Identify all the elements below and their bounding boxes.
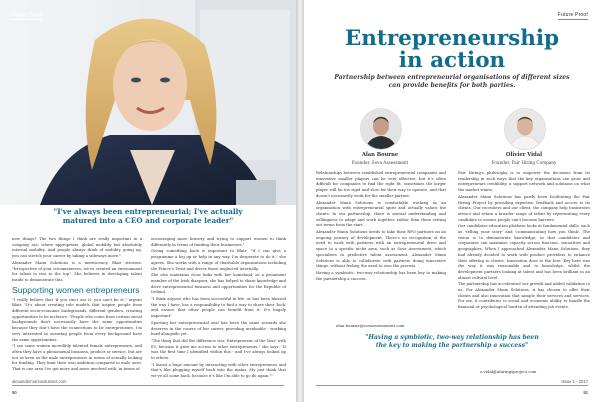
paragraph: "I see some women incredibly talented female entrepreneurs, and often they have a phenomenal business, product or service, but are not as keen as the male entrepreneurs in terms of actually looking for funding. They limit their own ambition compared to male ones. That is one area I've got more and more involved with, in terms of bbox=[12, 343, 143, 372]
olivier-vidal-portrait bbox=[505, 109, 545, 149]
issue-label: Issue 1 - 2017 bbox=[561, 379, 588, 384]
paragraph: encouraging more bravery and trying to support women to think differently in terms of funding their businesses." bbox=[151, 236, 286, 247]
title-line-2: in action bbox=[398, 48, 506, 73]
person-role: Founder, Sova Assessment bbox=[351, 160, 409, 165]
footer-url: alexandermannsolutions.com bbox=[12, 379, 67, 384]
email-link[interactable]: o.vidal@ahiringsproject.com bbox=[480, 369, 537, 374]
paragraph: "I really believe that 'if you can't see it, you can't be it'," argues Blair. "It's about creating role models that inspire people from different socio-economic backgrounds, different genders, creating opportunities to be inclusive. "People who come from certain social backgrounds don't necessarily have the same opportunities because they don't have the connections to be entrepreneurs. I'm very interested in ensuring people from every background have the same opportunities. bbox=[12, 296, 142, 342]
standfirst: Partnership between entrepreneurial organisations of different sizes can provide benefits for both parties. bbox=[334, 74, 570, 89]
paragraph: She also maintains close links with her homeland; as a prominent member of the Irish diaspora, she has helped to share knowledge and drive entrepreneurial business and opportunities for the Republic of Ireland. bbox=[151, 272, 286, 295]
header-rule bbox=[12, 19, 42, 20]
paragraph: "I think anyone who has been successful in life, or has been blessed the way I have, has a responsibility to find a way to share their 'luck' and ensure that other people can benefit from it. It's hugely important" bbox=[151, 296, 286, 319]
section-heading: Supporting women entrepreneurs bbox=[12, 284, 140, 295]
paragraph: "The thing that did the difference was 'Entrepreneur of the Year' with EY, because it gave me access to other entrepreneurs," she says. "It was the first time I identified within this - and I've always looked up to others. bbox=[151, 337, 286, 361]
paragraph: Relationships between established entrepreneurial companies and innovative smaller players can be very effective, but it's often difficult for companies to find the right fit, sometimes the larger player will be too rigid and slow for their way to operate, and that doesn't necessarily work for the smaller partner. bbox=[316, 170, 446, 198]
footer-rule bbox=[12, 385, 284, 386]
left-column-1 bbox=[12, 236, 142, 373]
paragraph: Pair Hiring's philosophy is to empower the decisions from its readership in such ways that the key organisations can grow and entrepreneurs credibility, a support network and solutions on what the market wants. bbox=[458, 170, 590, 193]
alan-bourne-portrait bbox=[361, 109, 401, 149]
header-tag: Future Proof bbox=[557, 12, 588, 18]
right-page bbox=[304, 0, 600, 402]
paragraph: Our candidates education platform looks at fundamental skills, such as 'selling your story' and 'communicating how you think'. The vision is to demonstrate knowledge, so that candidates and corporates can maximise capacity across function, seniorities and geographies. When I approached Alexander Mann Solutions, they had already decided to work with product providers to enhance their offering to clients. Innovation does to the fore. Key here was the way it was reasonable and to knowledge, whilst the development partners looking at talent and has been brilliant in an almost cultural level. bbox=[458, 223, 590, 280]
paragraph: new things? The two things I think are really important in a company are, where appropriate, global mobility but absolutely internal mobility. And people always think of mobility going up, you can stretch your career by taking a sideways move." bbox=[12, 236, 142, 259]
paragraph: Alexander Mann Solutions needs to take their RPO partners on an ongoing journey of development. There's no recognition of the need to work with partners with an entrepreneurial drive and space to a specific niche area, such as Sova Assessment, which specialises in predictive talent assessment. Alexander Mann Solutions is able to collaborate with partners doing innovative things, without feeling the need to own the process. bbox=[316, 229, 446, 269]
header-tag: Future Proof bbox=[12, 12, 43, 18]
page-number: 50 bbox=[12, 390, 17, 395]
right-column-2 bbox=[458, 170, 590, 311]
ceo-photo bbox=[0, 0, 296, 205]
right-column-1 bbox=[316, 170, 446, 282]
page-number: 51 bbox=[583, 390, 588, 395]
title-line-1: Entrepreneurship bbox=[344, 26, 560, 51]
pull-quote: "Having a symbiotic, two-way relationship has been the key to making the partnership a success" bbox=[365, 334, 539, 349]
paragraph: Sporting her entrepreneurial zeal has been the same rewards she deserves in the course of her career, providing invaluable - working hard alongside yet. bbox=[151, 319, 286, 337]
spine-gutter bbox=[296, 0, 304, 402]
person-name: Alan Bourne bbox=[361, 152, 399, 158]
paragraph: Alexander Mann Solutions has partly been facilitating the Pair Hiring Project by providing expertise, feedback and access to its clients. Our recruiters and our client, the company help businesses attract and retain a broader range of talent by representing every candidate to ensure people can't become barriers. bbox=[458, 193, 590, 222]
avatar bbox=[504, 108, 546, 150]
email-link[interactable]: alan.bourne@sovaassessment.com bbox=[336, 323, 405, 328]
person-name: Olivier Vidal bbox=[505, 152, 543, 158]
paragraph: Having a symbiotic, two-way relationship has been key to making the partnership a success. bbox=[316, 269, 446, 281]
avatar bbox=[360, 108, 402, 150]
person-role: Founder, Pair Hiring Company bbox=[491, 160, 557, 165]
paragraph: Alexander Mann Solutions is comfortable working as an organisation with entrepreneurial spirit and actually values the clients. In our partnership, there is mutual understanding and willingness to adapt and work together, rather than them setting out terms from the start. bbox=[316, 199, 446, 228]
paragraph: Giving something back is important to Blair: "If I can give a programme a leg up or help in any way, I'm desperate to do it," she agrees. She works with a range of charitable organisations including the Prince's Trust and drives those neglected internally. bbox=[151, 248, 286, 271]
paragraph: Alexander Mann Solutions is a meritocracy. Blair stresses: "Irrespective of your circumstances, we've created an environment for talent to rise to the top". She believes in developing talent inside to demonstrate this. bbox=[12, 259, 142, 282]
ceo-portrait-image bbox=[0, 0, 296, 205]
paragraph: "I learnt a huge amount by interacting with other entrepreneurs and that's like plugging myself back into the mains. My just think that we've all come back, because it's like I'm able to go do again."" bbox=[151, 361, 286, 379]
footer-rule bbox=[316, 385, 588, 386]
header-rule bbox=[558, 19, 588, 20]
left-page bbox=[0, 0, 296, 402]
paragraph: The partnership has accelerated our growth and added validation to us. For Alexander Mann Solutions, it has chosen to offer their clients and also innovation that sample their services and services. For me, it contributes to social and economic ability to handle the financial or psychological burden of attending job events. bbox=[458, 281, 590, 310]
left-column-2 bbox=[151, 236, 286, 380]
pull-quote: "I've always been entrepreneurial; I've actually matured into a CEO and corporate leader" bbox=[53, 207, 243, 225]
